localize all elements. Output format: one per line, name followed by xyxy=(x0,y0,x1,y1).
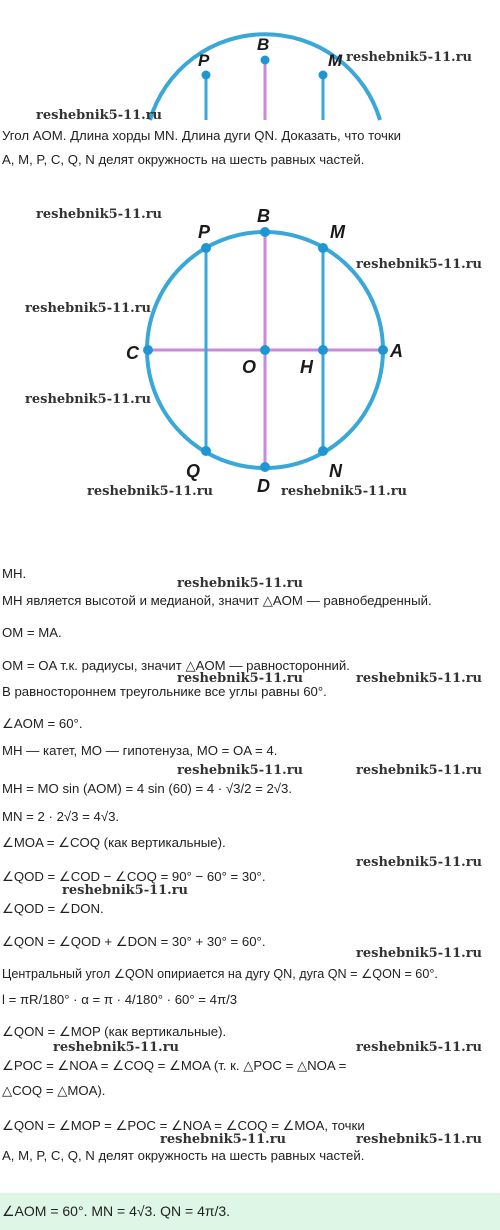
label-p: P xyxy=(198,222,211,242)
point-b-top xyxy=(261,56,270,65)
point-h xyxy=(318,345,328,355)
solution-line: ∠POC = ∠NOA = ∠COQ = ∠MOA (т. к. △POC = △NOA = xyxy=(2,1058,347,1073)
watermark: reshebnik5-11.ru xyxy=(356,763,483,778)
point-o xyxy=(260,345,270,355)
watermark: reshebnik5-11.ru xyxy=(53,1040,180,1055)
watermark: reshebnik5-11.ru xyxy=(177,576,304,591)
solution-line: MN = 2 · 2√3 = 4√3. xyxy=(2,809,120,824)
solution-line: MH. xyxy=(2,566,27,581)
point-n xyxy=(318,446,328,456)
solution-line: MH — катет, MO — гипотенуза, MO = OA = 4. xyxy=(2,743,278,758)
solution-line: ∠QOD = ∠COD − ∠COQ = 90° − 60° = 30°. xyxy=(2,869,266,884)
label-b: B xyxy=(257,206,270,226)
point-d xyxy=(260,462,270,472)
solution-line: ∠QOD = ∠DON. xyxy=(2,901,104,916)
watermark: reshebnik5-11.ru xyxy=(356,855,483,870)
solution-line: OM = MA. xyxy=(2,625,62,640)
label-o: O xyxy=(242,357,257,377)
label-n: N xyxy=(329,461,342,481)
watermark: reshebnik5-11.ru xyxy=(356,1040,483,1055)
watermark: reshebnik5-11.ru xyxy=(356,946,483,961)
watermark: reshebnik5-11.ru xyxy=(356,1132,483,1147)
solution-line: MH является высотой и медианой, значит △AOM — равнобедренный. xyxy=(2,593,432,608)
answer-text: ∠AOM = 60°. MN = 4√3. QN = 4π/3. xyxy=(2,1203,231,1219)
task-line-2: A, M, P, C, Q, N делят окружность на шесть равных частей. xyxy=(2,152,365,167)
watermark: reshebnik5-11.ru xyxy=(160,1132,287,1147)
solution-line: OM = OA т.к. радиусы, значит △AOM — равносторонний. xyxy=(2,658,350,673)
label-m: M xyxy=(330,222,345,242)
label-h: H xyxy=(300,357,313,377)
label-d: D xyxy=(257,476,270,496)
point-m xyxy=(318,243,328,253)
answer-box xyxy=(0,1193,500,1230)
watermark: reshebnik5-11.ru xyxy=(62,883,189,898)
solution-line: ∠MOA = ∠COQ (как вертикальные). xyxy=(2,835,226,850)
solution-line: В равностороннем треугольнике все углы равны 60°. xyxy=(2,684,327,699)
watermark: reshebnik5-11.ru xyxy=(25,301,152,316)
task-line-1: Угол AOM. Длина хорды MN. Длина дуги QN. Доказать, что точки xyxy=(2,128,402,143)
watermark: reshebnik5-11.ru xyxy=(87,484,214,499)
solution-line: △COQ = △MOA). xyxy=(2,1083,106,1098)
point-c xyxy=(143,345,153,355)
solution-line: l = πR/180° · α = π · 4/180° · 60° = 4π/3 xyxy=(2,992,238,1007)
watermark: reshebnik5-11.ru xyxy=(356,671,483,686)
label-p-top: P xyxy=(198,51,210,70)
watermark: reshebnik5-11.ru xyxy=(281,484,408,499)
solution-line: Центральный угол ∠QON опириается на дугу QN, дуга QN = ∠QON = 60°. xyxy=(2,967,438,981)
watermark: reshebnik5-11.ru xyxy=(36,108,163,123)
solution-line: ∠QON = ∠MOP (как вертикальные). xyxy=(2,1024,227,1039)
point-q xyxy=(201,446,211,456)
watermark: reshebnik5-11.ru xyxy=(346,50,473,65)
watermark: reshebnik5-11.ru xyxy=(25,392,152,407)
solution-line: MH = MO sin (AOM) = 4 sin (60) = 4 · √3/2 = 2√3. xyxy=(2,781,293,796)
watermark: reshebnik5-11.ru xyxy=(177,763,304,778)
watermark: reshebnik5-11.ru xyxy=(36,207,163,222)
point-m-top xyxy=(319,71,328,80)
point-b xyxy=(260,227,270,237)
label-a: A xyxy=(390,341,403,361)
watermark: reshebnik5-11.ru xyxy=(177,671,304,686)
circle-figure xyxy=(0,195,500,505)
label-q: Q xyxy=(186,461,201,481)
point-a xyxy=(378,345,388,355)
solution-line: ∠QON = ∠MOP = ∠POC = ∠NOA = ∠COQ = ∠MOA, точки xyxy=(2,1118,365,1133)
solution-line: ∠AOM = 60°. xyxy=(2,716,83,731)
label-c: C xyxy=(126,343,139,363)
solution-line: ∠QON = ∠QOD + ∠DON = 30° + 30° = 60°. xyxy=(2,934,266,949)
watermark: reshebnik5-11.ru xyxy=(356,257,483,272)
label-m-top: M xyxy=(328,51,343,70)
label-b-top: B xyxy=(257,35,270,54)
point-p xyxy=(201,243,211,253)
point-p-top xyxy=(202,71,211,80)
solution-line: A, M, P, C, Q, N делят окружность на шесть равных частей. xyxy=(2,1148,365,1163)
